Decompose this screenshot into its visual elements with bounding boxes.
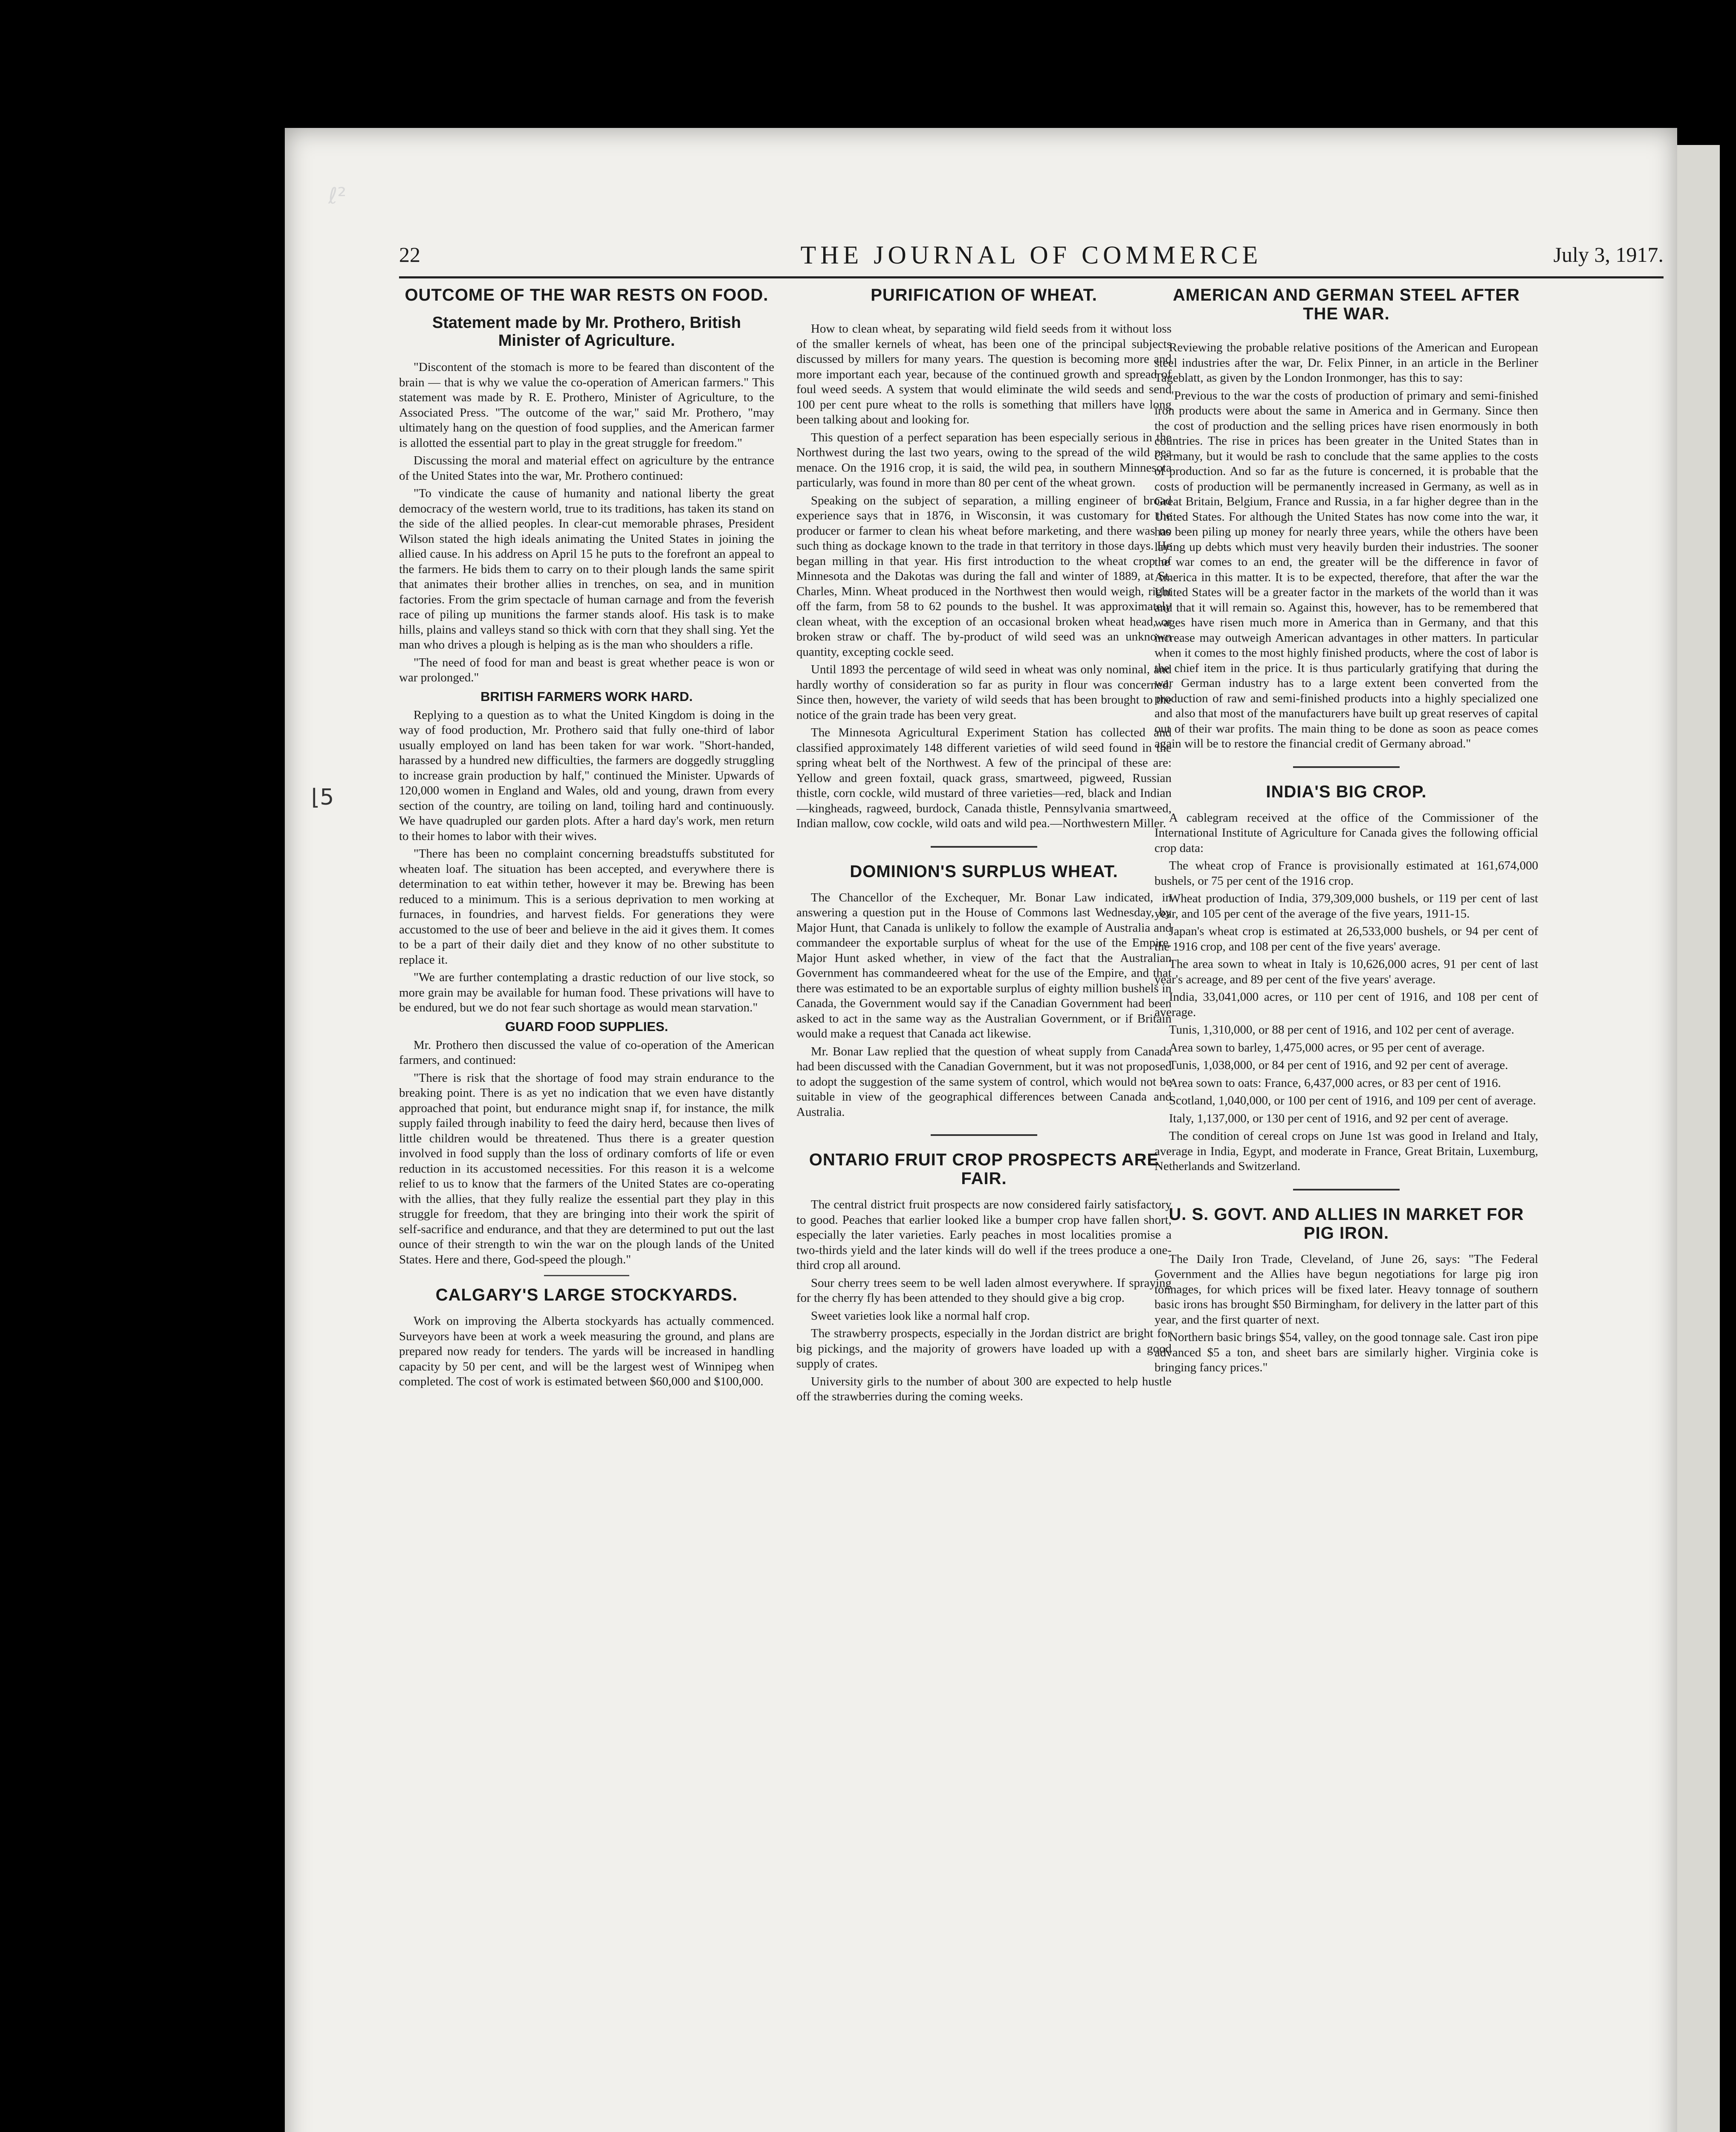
- paragraph: Tunis, 1,310,000, or 88 per cent of 1916, and 102 per cent of average.: [1169, 1023, 1514, 1037]
- paragraph: University girls to the number of about 300 are expected to help hustle off the strawberries during the coming weeks.: [796, 1374, 1172, 1403]
- divider: [931, 1134, 1037, 1136]
- paragraph: Replying to a question as to what the United Kingdom is doing in the way of food production, Mr. Prothero said that fully one-third of labor usually employed on land has been taken for war work. "Short-handed, harassed by a hundred new difficulties, the farmers are doggedly struggling to increase grain production by half," continued the Minister. Upwards of 120,000 women in England and Wales, old and young, drawn from every section of the country, are toiling on land, toiling hard and continuously. We have quadrupled our garden plots. After a hard day's work, men return to their homes to labor with their wives.: [399, 708, 774, 843]
- paragraph: The strawberry prospects, especially in the Jordan district are bright for big pickings, and the majority of growers have loaded up with a good supply of crates.: [796, 1327, 1172, 1370]
- masthead: [399, 242, 1664, 278]
- paragraph: Japan's wheat crop is estimated at 26,533,000 bushels, or 94 per cent of the 1916 crop, and 108 per cent of the five years' average.: [1154, 924, 1538, 953]
- issue-date: July 3, 1917.: [1553, 243, 1664, 266]
- paragraph: The Daily Iron Trade, Cleveland, of June 26, says: "The Federal Government and the Allies have begun negotiations for large pig iron tonnages, for which prices will be fixed later. Heavy tonnage of southern basic irons has brought $50 Birmingham, for delivery in the latter part of this year, and the first quarter of next.: [1154, 1252, 1538, 1327]
- paragraph: Reviewing the probable relative positions of the American and European steel industries after the war, Dr. Felix Pinner, in an article in the Berliner Tageblatt, as given by the London Ironmonger, has this to say:: [1154, 341, 1538, 385]
- divider: [931, 846, 1037, 848]
- paragraph: Until 1893 the percentage of wild seed in wheat was only nominal, and hardly worthy of consideration so far as purity in flour was concerned. Since then, however, the variety of wild seeds that has been brought to the notice of the grain trade has been very great.: [796, 663, 1172, 722]
- paragraph: Sour cherry trees seem to be well laden almost everywhere. If spraying for the cherry fly has been attended to they should give a big crop.: [796, 1276, 1172, 1305]
- divider: [1293, 766, 1400, 768]
- paragraph: "To vindicate the cause of humanity and national liberty the great democracy of the western world, true to its traditions, has taken its stand on the side of the allied peoples. In clear-cut memorable phrases, President Wilson stated the high ideals animating the United States in joining the allied cause. In his address on April 15 he puts to the forefront an appeal to the farmers. He bids them to carry on to their plough lands the same spirit that animates their brother allies in trenches, on sea, and in munition factories. From the grim spectacle of human carnage and from the feverish race of piling up munitions the farmer stands aloof. His task is to make hills, plains and valleys stand so thick with corn that they shall sing. Yet the man who drives a plough is helping as is the man who shoulders a rifle.: [399, 487, 774, 652]
- paragraph: The condition of cereal crops on June 1st was good in Ireland and Italy, average in India, Egypt, and moderate in France, Great Britain, Luxemburg, Netherlands and Switzerland.: [1154, 1129, 1538, 1173]
- headline: OUTCOME OF THE WAR RESTS ON FOOD.: [405, 286, 769, 304]
- subheadline: Statement made by Mr. Prothero, British Minister of Agriculture.: [432, 314, 741, 350]
- paragraph: Scotland, 1,040,000, or 100 per cent of 1916, and 109 per cent of average.: [1169, 1094, 1536, 1107]
- headline: AMERICAN AND GERMAN STEEL AFTER THE WAR.: [1173, 286, 1520, 323]
- paragraph: Mr. Prothero then discussed the value of co-operation of the American farmers, and continued:: [399, 1038, 774, 1067]
- paragraph: "We are further contemplating a drastic reduction of our live stock, so more grain may be available for human food. These privations will have to be endured, but we do not fear such shortage as would mean starvation.": [399, 970, 774, 1014]
- paragraph: How to clean wheat, by separating wild field seeds from it without loss of the smaller kernels of wheat, has been one of the principal subjects discussed by millers for many years. The question is becoming more and more important each year, because of the continued growth and spread of foul weed seeds. A system that would eliminate the wild seeds and send 100 per cent pure wheat to the rolls is something that millers have long been talking about and looking for.: [796, 322, 1172, 426]
- paragraph: Work on improving the Alberta stockyards has actually commenced. Surveyors have been at work a week measuring the ground, and plans are prepared now ready for tenders. The yards will be increased in handling capacity by 50 per cent, and will be the largest west of Winnipeg when completed. The cost of work is estimated between $60,000 and $100,000.: [399, 1314, 774, 1388]
- section-heading: BRITISH FARMERS WORK HARD.: [480, 689, 693, 704]
- paragraph: Sweet varieties look like a normal half crop.: [811, 1309, 1030, 1323]
- paragraph: This question of a perfect separation has been especially serious in the Northwest during the last two years, owing to the spread of the wild pea menace. On the 1916 crop, it is said, the wild pea, in southern Minnesota particularly, was found in more than 80 per cent of the wheat grown.: [796, 430, 1172, 490]
- paragraph: "Discontent of the stomach is more to be feared than discontent of the brain — that is why we value the co-operation of American farmers." This statement was made by R. E. Prothero, Minister of Agriculture, to the Associated Press. "The outcome of the war," said Mr. Prothero, "may ultimately hang on the question of food supplies, and the American farmer is allotted the essential part to play in the great struggle for freedom.": [399, 360, 774, 450]
- headline: U. S. GOVT. AND ALLIES IN MARKET FOR PIG IRON.: [1169, 1205, 1524, 1243]
- paragraph: Area sown to oats: France, 6,437,000 acres, or 83 per cent of 1916.: [1169, 1076, 1501, 1090]
- paragraph: The central district fruit prospects are now considered fairly satisfactory to good. Peaches that earlier looked like a bumper crop have fallen short, especially the later varieties. Early peaches in most localities promise a two-thirds yield and the later kinds will do well if the trees produce a one-third crop all around.: [796, 1198, 1172, 1272]
- paragraph: Wheat production of India, 379,309,000 bushels, or 119 per cent of last year, and 105 per cent of the average of the five years, 1911-15.: [1154, 892, 1538, 921]
- paragraph: "There has been no complaint concerning breadstuffs substituted for wheaten loaf. The situation has been accepted, and everywhere there is determination to eat within tether, however it may be. Brewing has been reduced to a minimum. This is a serious deprivation to men working at furnaces, in foundries, and harvest fields. For generations they were accustomed to the use of beer and believe in the aid it gives them. It comes to be a part of their daily diet and they know of no other substitute to replace it.: [399, 847, 774, 967]
- paragraph: Mr. Bonar Law replied that the question of wheat supply from Canada had been discussed with the Canadian Government, but it was not proposed to adopt the suggestion of the same system of control, which would not be suitable in view of the geographical differences between Canada and Australia.: [796, 1044, 1172, 1119]
- column-1: [399, 286, 774, 2111]
- page-number: 22: [399, 243, 420, 266]
- column-2: [796, 286, 1172, 2111]
- newspaper-page: [285, 128, 1677, 2132]
- paragraph: "The need of food for man and beast is great whether peace is won or war prolonged.": [399, 655, 774, 684]
- paragraph: Speaking on the subject of separation, a milling engineer of broad experience says that in 1876, in Wisconsin, it was customary for the producer or farmer to clean his wheat before marketing, and there was no such thing as dockage known to the trade in that territory in those days. He began milling in that year. His first introduction to the wheat crop of Minnesota and the Dakotas was during the fall and winter of 1889, at St. Charles, Minn. Wheat produced in the Northwest then would weigh, right off the farm, from 58 to 62 pounds to the bushel. It was approximately clean wheat, with the exception of an occasional broken wheat head, or broken straw or chaff. The by-product of wild seed was an unknown quantity, excepting cockle seed.: [796, 493, 1172, 659]
- spacer: [796, 314, 1172, 322]
- headline: DOMINION'S SURPLUS WHEAT.: [850, 862, 1118, 881]
- headline: INDIA'S BIG CROP.: [1266, 782, 1427, 801]
- paragraph: Area sown to barley, 1,475,000 acres, or 95 per cent of average.: [1169, 1040, 1485, 1054]
- paragraph: India, 33,041,000 acres, or 110 per cent of 1916, and 108 per cent of average.: [1154, 990, 1538, 1019]
- paragraph: "Previous to the war the costs of production of primary and semi-finished iron products were about the same in America and in Germany. Since then the cost of production and the selling prices have risen enormously in both countries. The rise in prices has been greater in the United States than in Germany, but it would be rash to conclude that the same applies to the costs of production. And so far as the future is concerned, it is probable that the costs of production will be permanently increased in Germany, as well as in Great Britain, Belgium, France and Russia, in a far higher degree than in the United States. For although the United States has now come into the war, it has been piling up money for nearly three years, while the others have been laying up debts which must very heavily burden their industries. The sooner the war comes to an end, the greater will be the difference in favor of America in this matter. It is to be expected, therefore, that after the war the United States will be a greater factor in the markets of the world than it was and that it will remain so. Against this, however, has to be remembered that wages have risen much more in America than in Germany, and that this increase may outweigh American advantages in other matters. In particular when it comes to the most highly finished products, where the cost of labor is the chief item in the price. It is thus particularly gratifying that during the war German industry has to a large extent been converted from the production of raw and semi-finished products into a highly specialized one and also that most of the manufacturers have built up great reserves of capital out of their war profits. The main thing to be done as soon as peace comes again will be to restore the financial credit of Germany abroad.": [1154, 388, 1538, 750]
- margin-mark-left: ⌊5: [311, 785, 334, 810]
- paragraph: "There is risk that the shortage of food may strain endurance to the breaking point. There is as yet no indication that we even have distantly approached that point, but endurance might snap if, for instance, the milk supply failed through inability to feed the dairy herd, because then lives of little children would be threatened. Thus there is a greater question involved in food supply than the loss of ordinary comforts of life or even reduction in its accustomed necessities. For this reason it is a welcome relief to us to know that the farmers of the United States are co-operating with the allies, that they fully realize the essential part they play in this struggle for freedom, that they are bringing into their work the spirit of self-sacrifice and endurance, and that they are determined to put out the last ounce of their strength to win the war on the plough lands of the United States. Here and there, God-speed the plough.": [399, 1071, 774, 1266]
- paragraph: The area sown to wheat in Italy is 10,626,000 acres, 91 per cent of last year's acreage, and 89 per cent of the five years' average.: [1154, 957, 1538, 986]
- paragraph: A cablegram received at the office of the Commissioner of the International Institute of Agriculture for Canada gives the following official crop data:: [1154, 811, 1538, 855]
- paragraph: Discussing the moral and material effect on agriculture by the entrance of the United States into the war, Mr. Prothero continued:: [399, 454, 774, 483]
- paragraph: The wheat crop of France is provisionally estimated at 161,674,000 bushels, or 75 per cent of the 1916 crop.: [1154, 859, 1538, 888]
- paragraph: The Chancellor of the Exchequer, Mr. Bonar Law indicated, in answering a question put in the House of Commons last Wednesday, by Major Hunt, that Canada is unlikely to follow the example of Australia and commandeer the exportable surplus of wheat for the use of the Empire. Major Hunt asked whether, in view of the fact that the Australian Government has commandeered wheat for the use of the Empire, and that there was estimated to be an exportable surplus of eighty million bushels in Canada, the Government would say if the Canadian Government had been asked to act in the same way as the Australian Government, or if Britain would make a request that Canada act likewise.: [796, 890, 1172, 1040]
- margin-mark-top: ℓ²: [328, 183, 347, 209]
- film-strip-left: [0, 128, 285, 2132]
- paragraph: Tunis, 1,038,000, or 84 per cent of 1916, and 92 per cent of average.: [1169, 1058, 1508, 1072]
- spacer: [1154, 333, 1538, 340]
- headline: PURIFICATION OF WHEAT.: [871, 286, 1097, 304]
- divider: [544, 1275, 629, 1276]
- section-heading: GUARD FOOD SUPPLIES.: [505, 1019, 668, 1034]
- headline: CALGARY'S LARGE STOCKYARDS.: [435, 1286, 738, 1304]
- headline: ONTARIO FRUIT CROP PROSPECTS ARE FAIR.: [809, 1150, 1159, 1188]
- paragraph: Northern basic brings $54, valley, on the good tonnage sale. Cast iron pipe advanced $5 a ton, and sheet bars are similarly higher. Virginia coke is bringing fancy prices.": [1154, 1330, 1538, 1374]
- adjacent-page-edge: [1677, 145, 1720, 2132]
- paragraph: Italy, 1,137,000, or 130 per cent of 1916, and 92 per cent of average.: [1169, 1111, 1509, 1125]
- divider: [1293, 1189, 1400, 1191]
- newspaper-title: THE JOURNAL OF COMMERCE: [800, 241, 1262, 269]
- paragraph: The Minnesota Agricultural Experiment Station has collected and classified approximately 148 different varieties of wild seed found in the spring wheat belt of the Northwest. A few of the principal of these are: Yellow and green foxtail, quack grass, smartweed, pigweed, Russian thistle, corn cockle, wild mustard of three varieties—red, black and Indian—kingheads, ragweed, burdock, Canada thistle, Pennsylvania smartweed, Indian mallow, cow cockle, wild oats and wild pea.—Northwestern Miller.: [796, 726, 1172, 830]
- column-3: [1154, 286, 1538, 2111]
